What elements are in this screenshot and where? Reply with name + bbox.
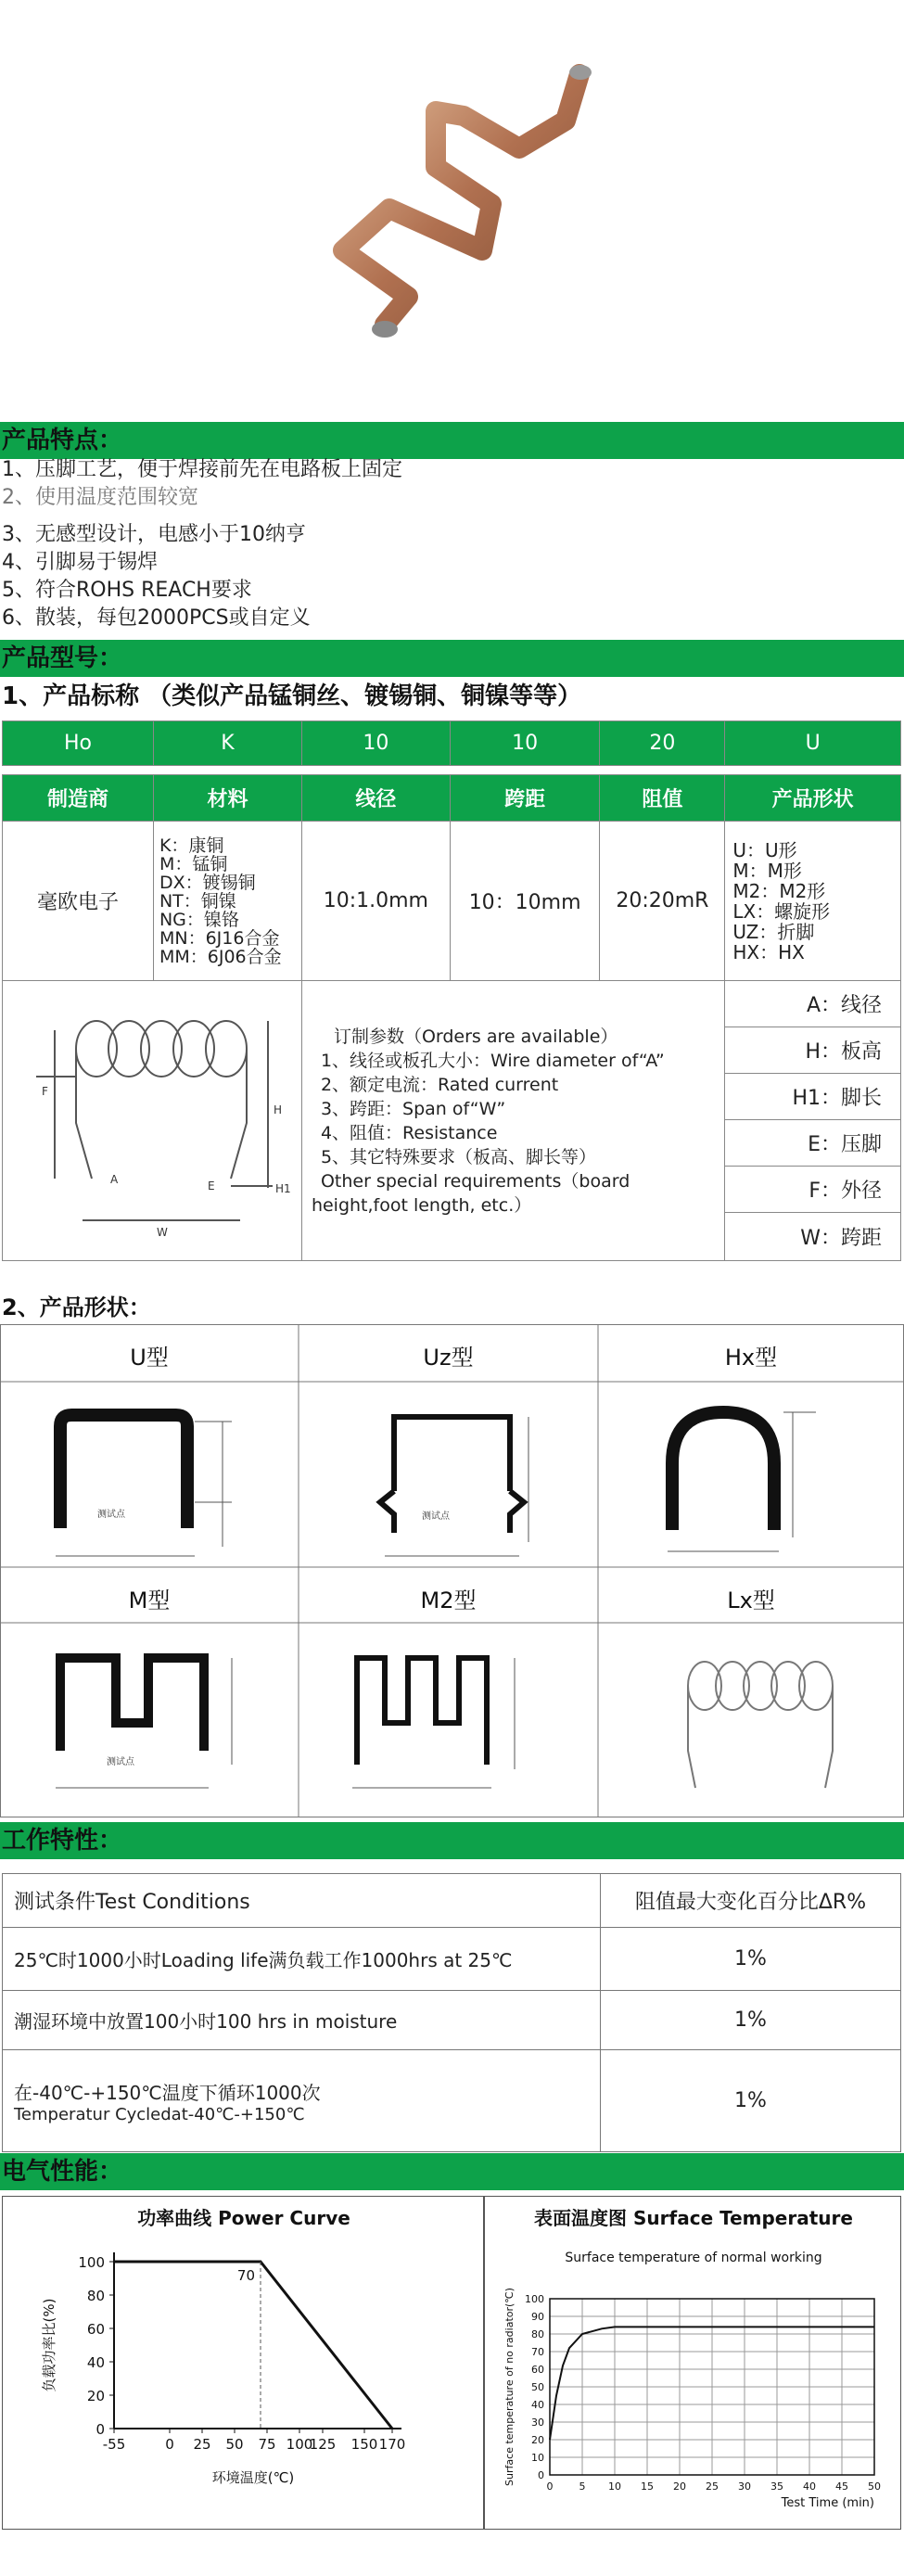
label-f: F [41, 1084, 48, 1098]
code-cell: 20 [600, 721, 725, 766]
x-tick-label: 5 [579, 2480, 586, 2493]
code-cell: Ho [3, 721, 154, 766]
dim-a: A：线径 [725, 981, 901, 1027]
shape-m2: M2型 [420, 1588, 477, 1613]
feature-item: 5、符合ROHS REACH要求 [2, 579, 252, 602]
y-tick-label: 40 [86, 2354, 105, 2371]
y-tick-label: 90 [531, 2311, 544, 2323]
x-tick-label: 0 [165, 2436, 174, 2453]
x-tick-label: -55 [102, 2436, 126, 2453]
x-axis-label: Test Time (min) [781, 2496, 874, 2510]
x-tick-label: 150 [350, 2436, 378, 2453]
y-tick-label: 40 [531, 2399, 544, 2411]
resistance-cell: 20:20mR [600, 822, 725, 981]
chart-subtitle: Surface temperature of normal working [565, 2251, 822, 2265]
feature-item: 4、引脚易于锡焊 [2, 551, 158, 574]
y-axis-label: Surface temperature of no radiator(℃) [503, 2288, 516, 2486]
features-header: 产品特点： [0, 422, 904, 459]
y-tick-label: 30 [531, 2417, 544, 2429]
code-cell: K [153, 721, 301, 766]
x-tick-label: 20 [673, 2480, 686, 2493]
shape-lx: Lx型 [727, 1588, 775, 1613]
x-tick-label: 125 [309, 2436, 337, 2453]
header-cell: 阻值 [600, 775, 725, 822]
y-tick-label: 100 [78, 2254, 105, 2271]
y-tick-label: 50 [531, 2381, 544, 2393]
label-w: W [156, 1225, 168, 1239]
custom-params: 订制参数（Orders are available） 1、线径或板孔大小：Wire diameter of“A” 2、额定电流：Rated current 3、跨距：Span of“W” 4、阻值：Resistance 5、其它特殊要求（板高、脚长等） Other special requirements（board height,foot length, etc.） [301, 981, 724, 1261]
x-tick-label: 40 [803, 2480, 816, 2493]
y-tick-label: 10 [531, 2452, 544, 2464]
shapes-title: 2、产品形状： [2, 1294, 151, 1320]
work-head-cond: 测试条件Test Conditions [3, 1874, 601, 1928]
y-tick-label: 100 [525, 2293, 544, 2305]
header-cell: 线径 [301, 775, 450, 822]
y-axis-label: 负载功率比(%) [41, 2298, 57, 2392]
y-tick-label: 20 [86, 2388, 105, 2404]
x-tick-label: 0 [546, 2480, 554, 2493]
code-cell: 10 [450, 721, 600, 766]
x-tick-label: 100 [286, 2436, 313, 2453]
x-tick-label: 170 [378, 2436, 406, 2453]
dim-w: W：跨距 [725, 1213, 901, 1261]
y-tick-label: 80 [531, 2328, 544, 2340]
x-tick-label: 35 [770, 2480, 783, 2493]
header-cell: 材料 [153, 775, 301, 822]
y-tick-label: 0 [95, 2421, 105, 2438]
x-tick-label: 25 [193, 2436, 211, 2453]
maker-cell: 毫欧电子 [3, 822, 154, 981]
y-tick-label: 60 [86, 2321, 105, 2338]
work-table [2, 1873, 901, 2152]
naming-table [2, 721, 901, 1261]
naming-title: 1、产品标称 （类似产品锰铜丝、镀锡铜、铜镍等等） [2, 682, 582, 710]
x-axis-label: 环境温度(℃) [211, 2469, 295, 2486]
power-curve-chart [2, 2196, 484, 2530]
dim-f: F：外径 [725, 1167, 901, 1213]
header-cell: 产品形状 [725, 775, 901, 822]
feature-item: 1、压脚工艺，便于焊接前先在电路板上固定 [2, 458, 402, 481]
feature-item: 2、使用温度范围较宽 [2, 486, 198, 509]
x-tick-label: 30 [738, 2480, 751, 2493]
dim-e: E：压脚 [725, 1120, 901, 1167]
work-row-cond: 25℃时1000小时Loading life满负载工作1000hrs at 25℃ [3, 1928, 601, 1991]
x-tick-label: 75 [258, 2436, 276, 2453]
chart-title: 表面温度图 Surface Temperature [534, 2207, 853, 2229]
chart-title: 功率曲线 Power Curve [137, 2207, 350, 2229]
work-row-val: 1% [601, 1991, 901, 2050]
shape-test-point: 测试点 [422, 1511, 450, 1522]
x-tick-label: 10 [608, 2480, 621, 2493]
shape-test-point: 测试点 [97, 1510, 125, 1520]
label-h: H [273, 1103, 282, 1116]
x-tick-label: 50 [868, 2480, 881, 2493]
feature-item: 3、无感型设计，电感小于10纳亨 [2, 523, 306, 546]
shape-uz: Uz型 [423, 1345, 474, 1371]
model-header: 产品型号： [0, 640, 904, 677]
shape-m: M型 [128, 1588, 171, 1613]
work-row-cond: 潮湿环境中放置100小时100 hrs in moisture [3, 1991, 601, 2050]
y-tick-label: 70 [531, 2346, 544, 2358]
header-cell: 制造商 [3, 775, 154, 822]
annotation-70: 70 [236, 2267, 255, 2284]
elec-header: 电气性能： [0, 2153, 904, 2190]
feature-item: 6、散装，每包2000PCS或自定义 [2, 606, 311, 630]
work-row-cond: 在-40℃-+150℃温度下循环1000次 Temperatur Cycledat-40℃-+150℃ [3, 2050, 601, 2152]
dim-h1: H1：脚长 [725, 1074, 901, 1120]
x-tick-label: 15 [641, 2480, 654, 2493]
coil-diagram [3, 981, 302, 1261]
y-tick-label: 20 [531, 2434, 544, 2446]
shape-test-point: 测试点 [107, 1757, 134, 1767]
x-tick-label: 45 [835, 2480, 848, 2493]
x-tick-label: 25 [706, 2480, 719, 2493]
label-e: E [207, 1179, 215, 1192]
product-photo [0, 0, 904, 422]
span-cell: 10：10mm [450, 822, 600, 981]
code-cell: 10 [301, 721, 450, 766]
work-row-val: 1% [601, 2050, 901, 2152]
dim-h: H：板高 [725, 1027, 901, 1074]
work-header: 工作特性： [0, 1822, 904, 1859]
work-head-val: 阻值最大变化百分比ΔR% [601, 1874, 901, 1928]
label-a: A [109, 1172, 119, 1186]
label-h1: H1 [274, 1181, 291, 1195]
x-tick-label: 50 [225, 2436, 244, 2453]
work-row-val: 1% [601, 1928, 901, 1991]
header-cell: 跨距 [450, 775, 600, 822]
shapes-cell: U：U形 M：M形 M2：M2形 LX：螺旋形 UZ：折脚 HX：HX [725, 822, 901, 981]
y-tick-label: 60 [531, 2364, 544, 2376]
y-tick-label: 80 [86, 2288, 105, 2304]
shape-hx: Hx型 [724, 1345, 778, 1371]
code-cell: U [725, 721, 901, 766]
power-line [114, 2262, 392, 2429]
materials-cell: K：康铜 M：锰铜 DX：镀锡铜 NT：铜镍 NG：镍铬 MN：6J16合金 MM：6J06合金 [153, 822, 301, 981]
surface-temp-chart [484, 2196, 901, 2530]
shape-u: U型 [130, 1345, 169, 1371]
y-tick-label: 0 [538, 2469, 544, 2481]
shapes-grid [0, 1324, 904, 1817]
wire-cell: 10:1.0mm [301, 822, 450, 981]
